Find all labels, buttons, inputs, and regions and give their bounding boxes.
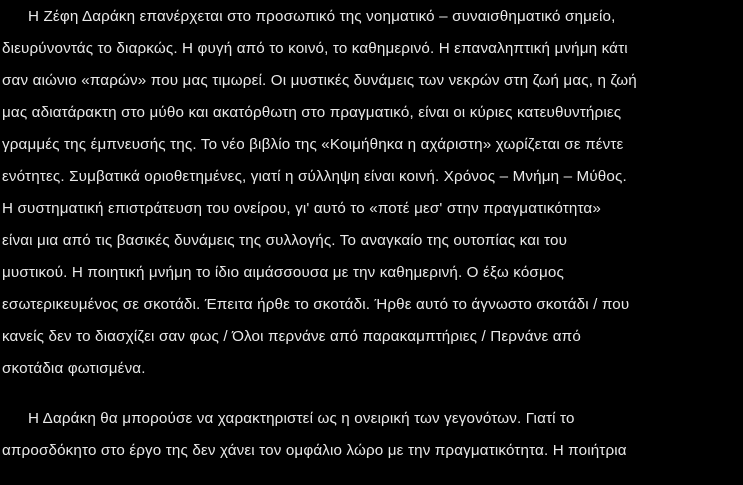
text-line: γραμμές της έμπνευσής της. Το νέο βιβλίο της «Κοιμήθηκα η αχάριστη» χωρίζεται σε πέντε	[2, 136, 624, 153]
text-line: Η Ζέφη Δαράκη επανέρχεται στο προσωπικό της νοηματικό – συναισθηματικό σημείο,	[28, 8, 616, 25]
text-line: κανείς δεν το διασχίζει σαν φως / Όλοι περνάνε από παρακαμπτήριες / Περνάνε από	[2, 328, 581, 345]
text-line: απροσδόκητο στο έργο της δεν χάνει τον ομφάλιο λώρο με την πραγματικότητα. Η ποιήτρια	[2, 442, 627, 459]
text-line: εσωτερικευμένος σε σκοτάδι. Έπειτα ήρθε το σκοτάδι. Ήρθε αυτό το άγνωστο σκοτάδι / που	[2, 296, 630, 313]
text-line: Η συστηματική επιστράτευση του ονείρου, γι' αυτό το «ποτέ μεσ' στην πραγματικότητα»	[2, 200, 601, 217]
text-line: Η Δαράκη θα μπορούσε να χαρακτηριστεί ως η ονειρική των γεγονότων. Γιατί το	[28, 410, 575, 427]
text-line: ενότητες. Συμβατικά οριοθετημένες, γιατί η σύλληψη είναι κοινή. Χρόνος – Μνήμη – Μύθος.	[2, 168, 627, 185]
text-line: είναι μια από τις βασικές δυνάμεις της συλλογής. Το αναγκαίο της ουτοπίας και του	[2, 232, 568, 249]
text-line: σκοτάδια φωτισμένα.	[2, 360, 146, 377]
text-line: μυστικού. Η ποιητική μνήμη το ίδιο αιμάσσουσα με την καθημερινή. Ο έξω κόσμος	[2, 264, 564, 281]
text-line: σαν αιώνιο «παρών» που μας τιμωρεί. Οι μυστικές δυνάμεις των νεκρών στη ζωή μας, η ζωή	[2, 72, 637, 89]
text-line: μας αδιατάρακτη στο μύθο και ακατόρθωτη στο πραγματικό, είναι οι κύριες κατευθυντήριες	[2, 104, 622, 121]
text-line: διευρύνοντάς το διαρκώς. Η φυγή από το κοινό, το καθημερινό. Η επαναληπτική μνήμη κάτι	[2, 40, 628, 57]
